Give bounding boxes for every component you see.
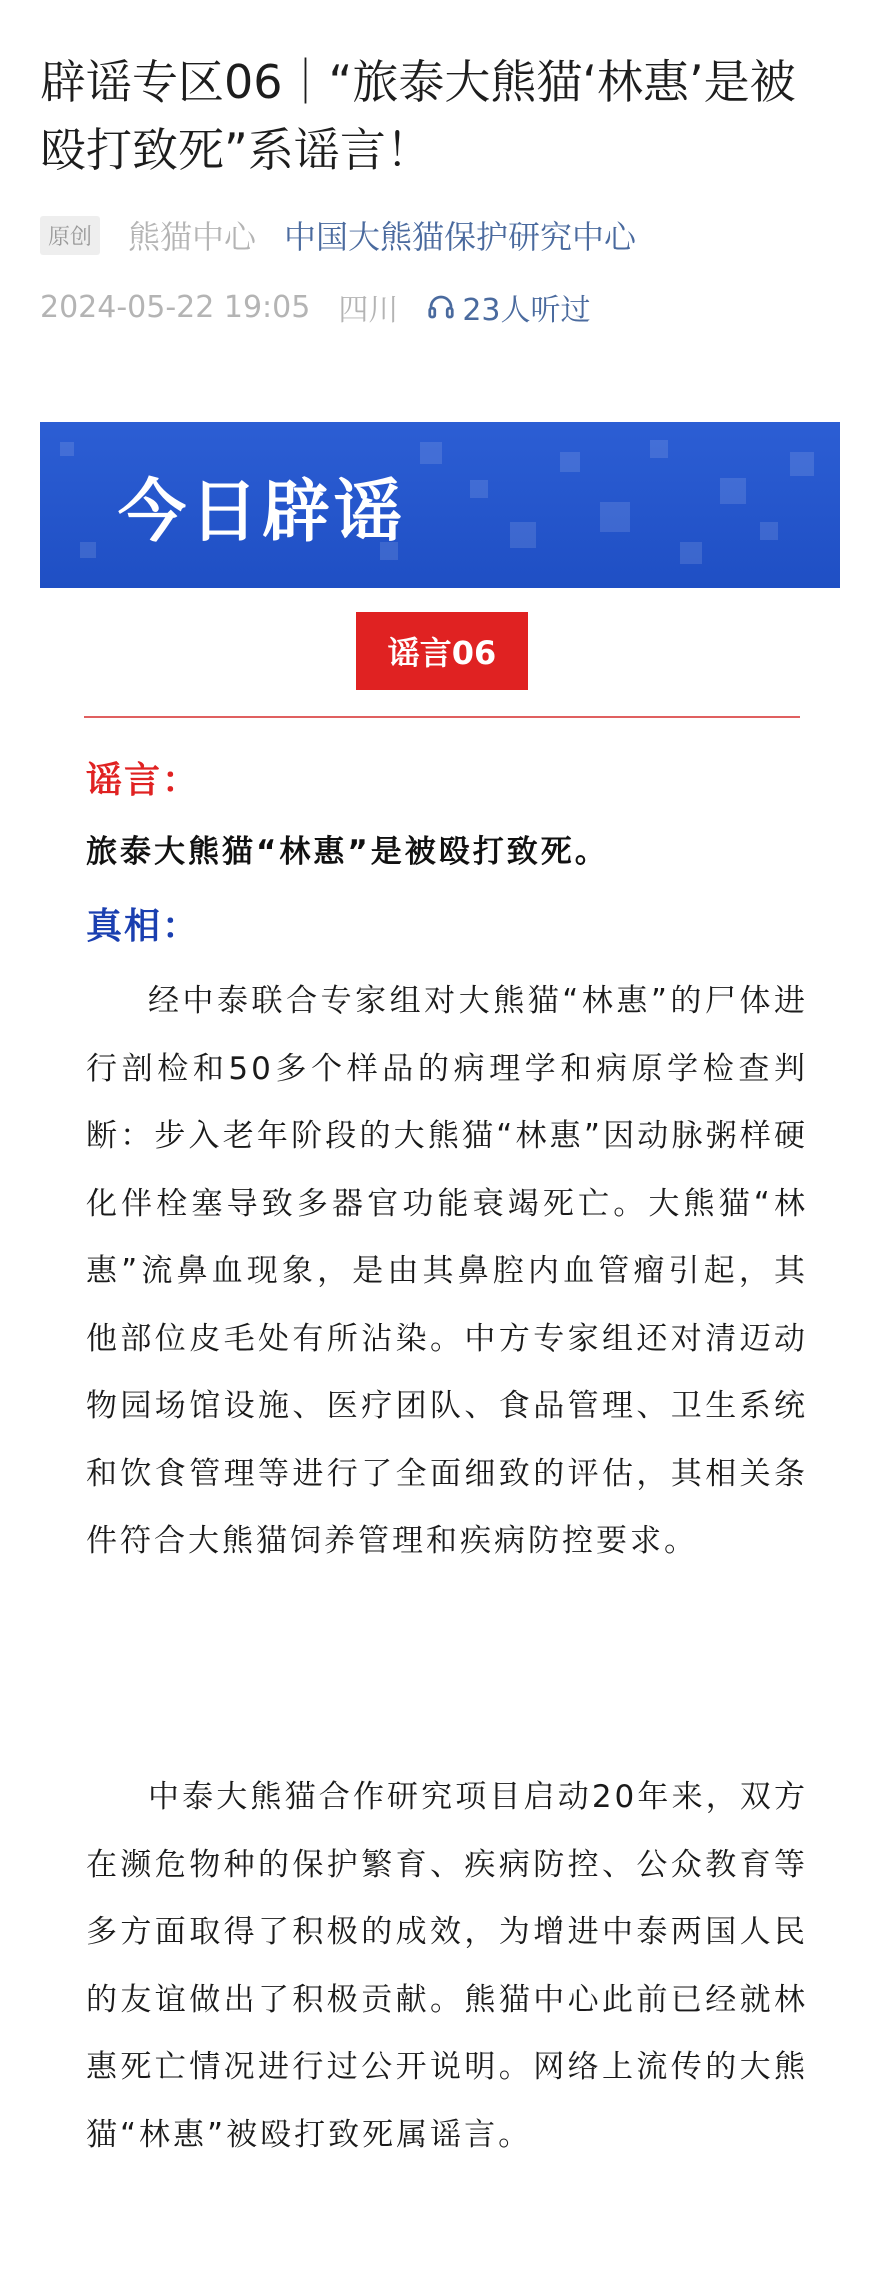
banner-decoration [470, 480, 488, 498]
rumor-statement: 旅泰大熊猫“林惠”是被殴打致死。 [86, 834, 609, 870]
banner-decoration [760, 522, 778, 540]
banner-decoration [510, 522, 536, 548]
account-link[interactable]: 中国大熊猫保护研究中心 [284, 218, 637, 256]
banner-decoration [560, 452, 580, 472]
publish-location: 四川 [338, 293, 399, 328]
rumor-number-tag: 谣言06 [356, 612, 528, 690]
truth-paragraph: 中泰大熊猫合作研究项目启动20年来，双方在濒危物种的保护繁育、疾病防控、公众教育等多方面取得了积极的成效，为增进中泰两国人民的友谊做出了积极贡献。熊猫中心此前已经就林惠死亡情况进行过公开说明。网络上流传的大熊猫“林惠”被殴打致死属谣言。 [86, 1779, 808, 2153]
listen-button[interactable] [426, 285, 590, 329]
banner-decoration [650, 440, 668, 458]
truth-label: 真相： [86, 906, 201, 947]
headphones-icon [426, 292, 456, 322]
banner-decoration [80, 542, 96, 558]
banner-decoration [60, 442, 74, 456]
divider [84, 716, 800, 718]
banner-decoration [790, 452, 814, 476]
article-meta-info [40, 282, 591, 332]
publish-date: 2024-05-22 19:05 [40, 289, 311, 325]
rumor-label: 谣言： [86, 760, 201, 801]
author-name: 熊猫中心 [128, 218, 257, 256]
banner-title: 今日辟谣 [118, 473, 407, 552]
truth-paragraph: 经中泰联合专家组对大熊猫“林惠”的尸体进行剖检和50多个样品的病理学和病原学检查判断：步入老年阶段的大熊猫“林惠”因动脉粥样硬化伴栓塞导致多器官功能衰竭死亡。大熊猫“林惠”流鼻血现象，是由其鼻腔内血管瘤引起，其他部位皮毛处有所沾染。中方专家组还对清迈动物园场馆设施、医疗团队、食品管理、卫生系统和饮食管理等进行了全面细致的评估，其相关条件符合大熊猫饲养管理和疾病防控要求。 [86, 983, 808, 1559]
banner-decoration [720, 478, 746, 504]
debunk-banner [40, 422, 840, 588]
article-meta-source [40, 210, 636, 260]
banner-decoration [680, 542, 702, 564]
listen-count: 23人听过 [462, 293, 591, 328]
original-badge: 原创 [40, 216, 100, 255]
banner-decoration [420, 442, 442, 464]
banner-decoration [600, 502, 630, 532]
article-title: 辟谣专区06｜“旅泰大熊猫‘林惠’是被殴打致死”系谣言！ [40, 55, 796, 177]
